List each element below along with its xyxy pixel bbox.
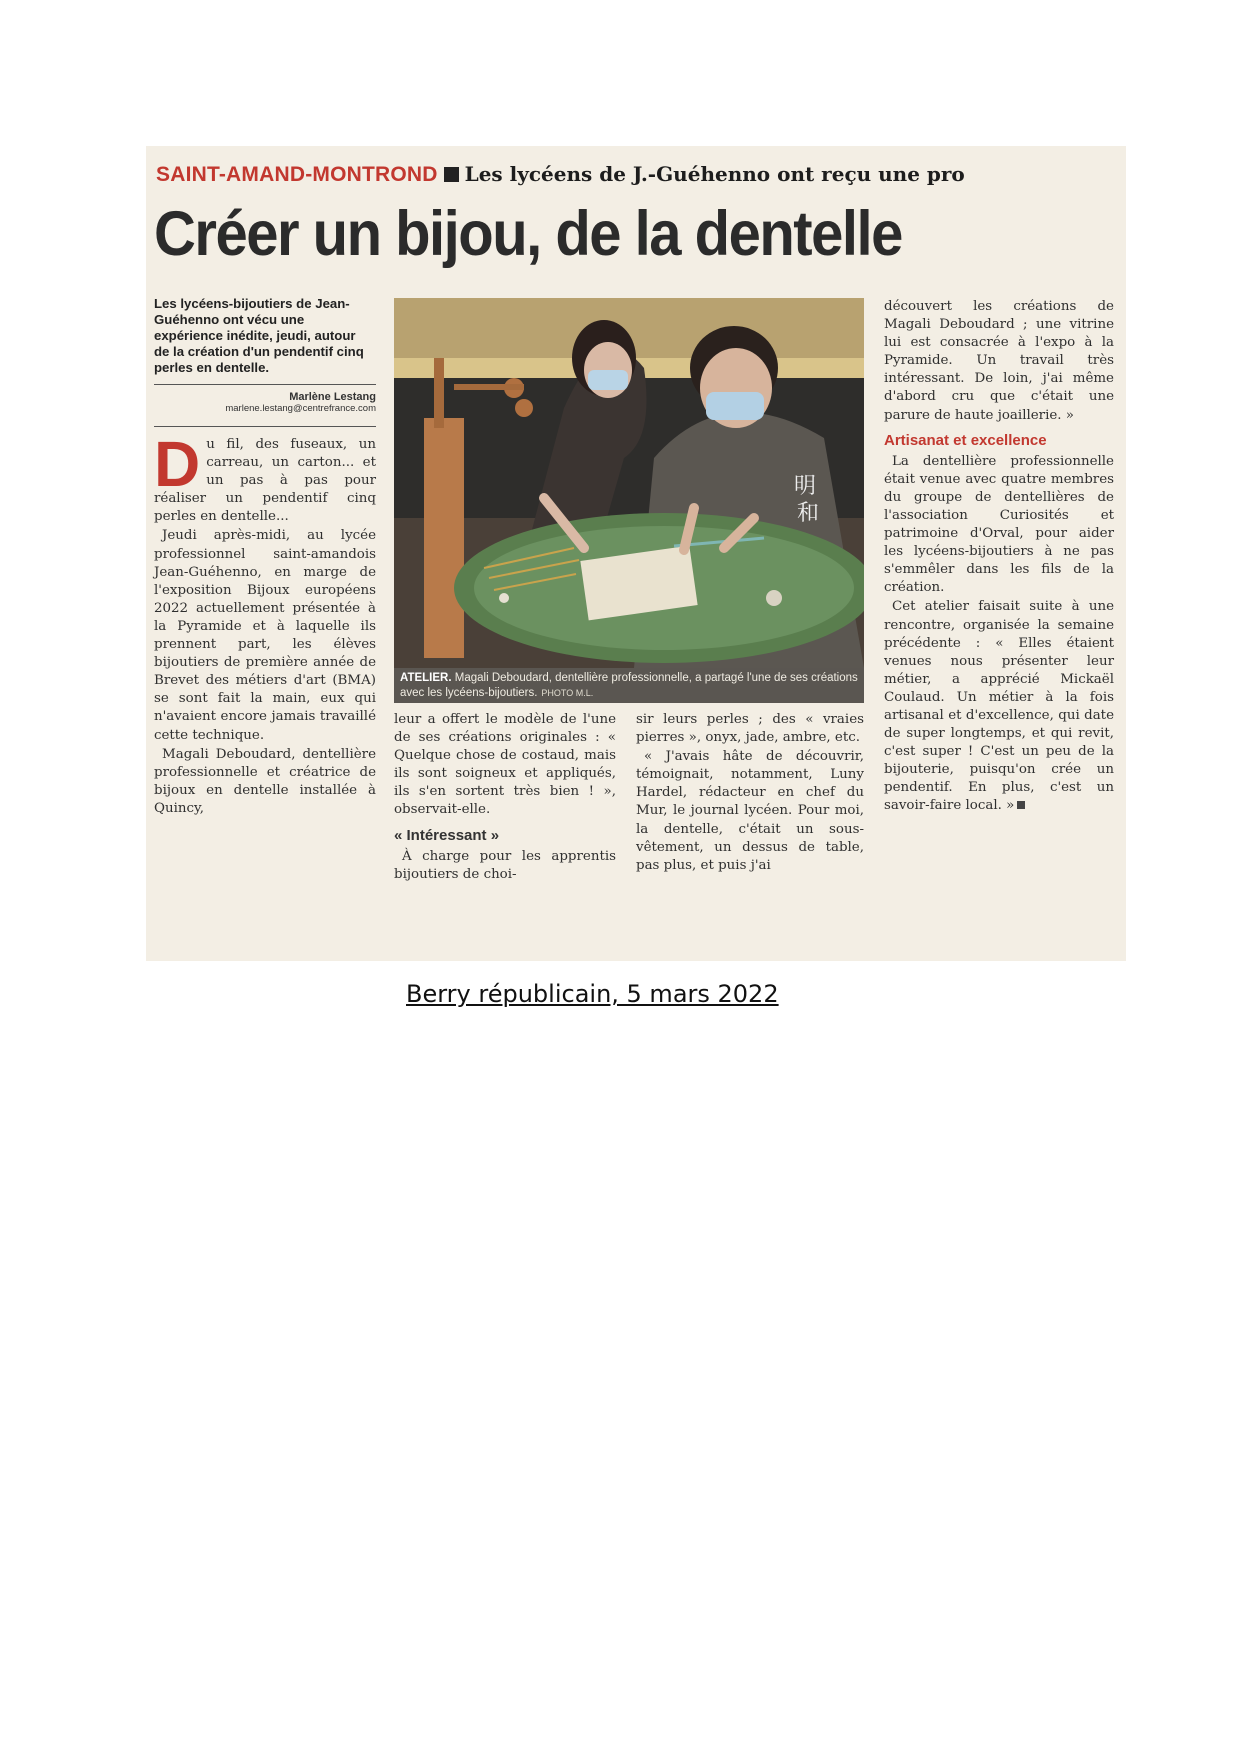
kicker-place: SAINT-AMAND-MONTROND (156, 163, 438, 186)
author-name: Marlène Lestang (289, 391, 376, 403)
kicker (156, 162, 965, 187)
drop-cap: D (154, 428, 201, 500)
author-email: marlene.lestang@centrefrance.com (225, 403, 376, 414)
square-bullet-icon (444, 167, 459, 182)
svg-text:和: 和 (797, 501, 820, 526)
paragraph: leur a offert le modèle de l'une de ses créations originales : « Quelque chose de costaud, mais ils sont soigneux et appliqués, ils s'en sortent très bien ! », observait-elle. (394, 712, 616, 818)
paragraph: « J'avais hâte de découvrir, témoignait, notamment, Luny Hardel, rédacteur en chef du Mur, le journal lycéen. Pour moi, la dentelle, c'était un sous-vêtement, un dessus de table, pas plus, et puis j'ai (636, 749, 864, 873)
lead-text: u fil, des fuseaux, un carreau, un carton... et un pas à pas pour réaliser un pendentif cinq perles en dentelle... (154, 437, 376, 525)
newspaper-clipping (146, 146, 1126, 961)
paragraph: découvert les créations de Magali Deboudard ; une vitrine lui est consacrée à l'expo à la Pyramide. Un travail très intéressant. De loin, j'ai même d'abord cru que c'était une parure de haute joaillerie. » (884, 299, 1114, 423)
byline-rule-top (154, 384, 376, 385)
byline-rule-bottom (154, 426, 376, 427)
subhead-artisanat: Artisanat et excellence (884, 431, 1047, 449)
lead-paragraph (154, 428, 376, 526)
paragraph: À charge pour les apprentis bijoutiers de choi- (394, 848, 616, 882)
byline (154, 391, 376, 414)
paragraph: sir leurs perles ; des « vraies pierres », onyx, jade, ambre, etc. (636, 712, 864, 746)
source-line: Berry républicain, 5 mars 2022 (406, 980, 779, 1008)
caption-label: ATELIER. (400, 672, 452, 684)
column-3 (636, 711, 864, 876)
column-4 (884, 298, 1114, 817)
end-square-icon (1017, 801, 1025, 809)
photo-credit: PHOTO M.L. (541, 688, 594, 698)
article-photo (394, 298, 864, 703)
subhead-interessant: « Intéressant » (394, 826, 500, 844)
column-2 (394, 711, 616, 885)
photo-caption (394, 668, 864, 703)
kicker-subtitle: Les lycéens de J.-Guéhenno ont reçu une pro (464, 162, 965, 186)
paragraph: Jeudi après-midi, au lycée professionnel saint-amandois Jean-Guéhenno, en marge de l'exposition Bijoux européens 2022 actuellement présentée à la Pyramide et à laquelle ils prennent part, les élèves bijoutiers de première année de Brevet des métiers d'art (BMA) se sont fait la main, eux qui n'avaient encore jamais travaillé cette technique. (154, 528, 376, 743)
closing-text: Cet atelier faisait suite à une rencontre, organisée la semaine précédente : « Elles étaient venues nous présenter leur métier, a apprécié Mickaël Coulaud. Un métier à la fois artisanal et d'excellence, qui date de super longtemps, et qui revit, c'est super ! C'est un peu de la bijouterie, puisqu'on crée un pendentif. En plus, c'est un savoir-faire local. » (884, 599, 1114, 814)
paragraph (884, 598, 1114, 815)
photo-illustration (394, 298, 864, 668)
paragraph: Magali Deboudard, dentellière professionnelle et créatrice de bijoux en dentelle installée à Quincy, (154, 746, 376, 816)
caption-text: Magali Deboudard, dentellière professionnelle, a partagé l'une de ses créations avec les lycéens-bijoutiers. (400, 672, 858, 699)
standfirst: Les lycéens-bijoutiers de Jean-Guéhenno ont vécu une expérience inédite, jeudi, autour de la création d'un pendentif cinq perles en dentelle. (154, 296, 364, 375)
column-1 (154, 428, 376, 819)
svg-text:明: 明 (794, 474, 817, 499)
paragraph: La dentellière professionnelle était venue avec quatre membres du groupe de dentellières de l'association Curiosités et patrimoine d'Orval, pour aider les lycéens-bijoutiers à ne pas s'emmêler dans les fils de la création. (884, 453, 1114, 596)
headline: Créer un bijou, de la dentelle (154, 199, 902, 270)
